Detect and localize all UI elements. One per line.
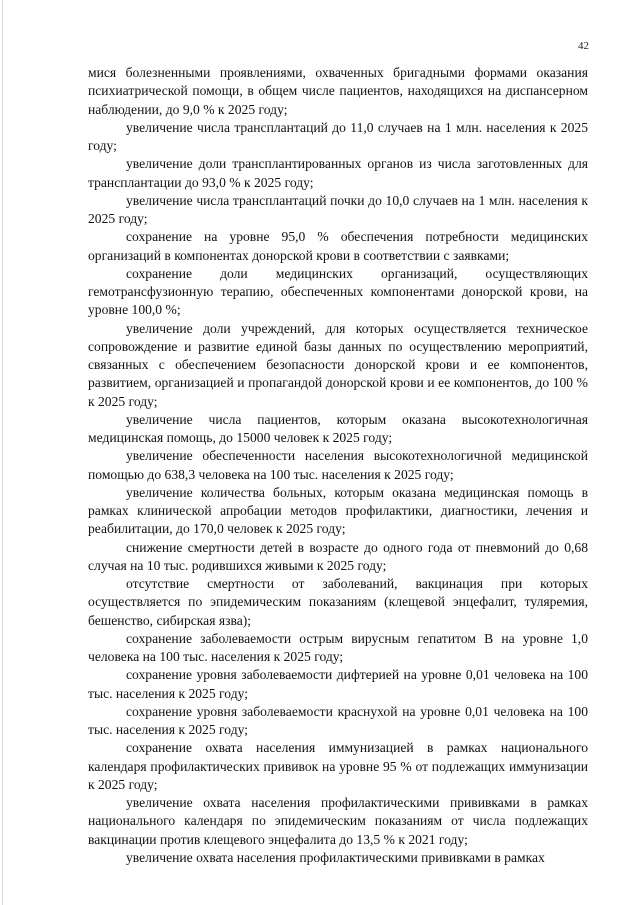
paragraph-kidney-transplantations: увеличение числа трансплантаций почки до 10,0 случаев на 1 млн. населения к 2025 году;	[88, 192, 588, 226]
paragraph-tick-borne-encephalitis: увеличение охвата населения профилактическими прививками в рамках национального календаря по эпидемическим показаниям от числа подлежащих вакцинации против клещевого энцефалита до 13,5 % к 2021 году;	[88, 795, 588, 847]
paragraph-donor-blood-supply: сохранение на уровне 95,0 % обеспечения потребности медицинских организаций в компонентах донорской крови в соответствии с заявками;	[88, 229, 588, 263]
paragraph-diphtheria: сохранение уровня заболеваемости дифтерией на уровне 0,01 человека на 100 тыс. населения к 2025 году;	[88, 667, 588, 701]
paragraph-transplanted-organs-share: увеличение доли трансплантированных органов из числа заготовленных для трансплантации до 93,0 % к 2025 году;	[88, 156, 588, 190]
paragraph-clinical-approbation: увеличение количества больных, которым оказана медицинская помощь в рамках клинической апробации методов профилактики, диагностики, лечения и реабилитации, до 170,0 человек к 2025 году;	[88, 484, 588, 537]
paragraph-donor-database: увеличение доли учреждений, для которых осуществляется техническое сопровождение и развитие единой базы данных по осуществлению мероприятий, связанных с обеспечением безопасности донорской крови и ее компонентов, развитием, организацией и пропагандой донорской крови и ее компонентов, до 100 % к 2025 году;	[88, 320, 588, 409]
paragraph-rubella: сохранение уровня заболеваемости краснухой на уровне 0,01 человека на 100 тыс. населения к 2025 году;	[88, 703, 588, 737]
paragraph-national-immunization: сохранение охвата населения иммунизацией в рамках национального календаря профилактических прививок на уровне 95 % от подлежащих иммунизации к 2025 году;	[88, 740, 588, 792]
paragraph-hepatitis-b: сохранение заболеваемости острым вирусным гепатитом В на уровне 1,0 человека на 100 тыс. населения к 2025 году;	[88, 630, 588, 664]
paragraph-high-tech-coverage: увеличение обеспеченности населения высокотехнологичной медицинской помощью до 638,3 человека на 100 тыс. населения к 2025 году;	[88, 448, 588, 482]
paragraph-continuation: мися болезненными проявлениями, охваченных бригадными формами оказания психиатрической помощи, в общем числе пациентов, находящихся на диспансерном наблюдении, до 9,0 % к 2025 году;	[88, 65, 588, 117]
paragraph-vaccine-preventable-mortality: отсутствие смертности от заболеваний, вакцинация при которых осуществляется по эпидемическим показаниям (клещевой энцефалит, туляремия, бешенство, сибирская язва);	[88, 576, 588, 628]
scan-edge-line	[2, 0, 3, 905]
paragraph-infant-pneumonia-mortality: снижение смертности детей в возрасте до одного года от пневмоний до 0,68 случая на 10 тыс. родившихся живыми к 2025 году;	[88, 539, 588, 573]
page-number: 42	[578, 40, 589, 52]
paragraph-vaccination-coverage-continued: увеличение охвата населения профилактическими прививками в рамках	[126, 849, 545, 865]
paragraph-high-tech-patients: увеличение числа пациентов, которым оказана высокотехнологичная медицинская помощь, до 15000 человек к 2025 году;	[88, 411, 588, 445]
document-body	[88, 64, 588, 867]
paragraph-hemotransfusion-share: сохранение доли медицинских организаций, осуществляющих гемотрансфузионную терапию, обеспеченных компонентами донорской крови, на уровне 100,0 %;	[88, 265, 588, 318]
paragraph-transplantations: увеличение числа трансплантаций до 11,0 случаев на 1 млн. населения к 2025 году;	[88, 119, 588, 153]
